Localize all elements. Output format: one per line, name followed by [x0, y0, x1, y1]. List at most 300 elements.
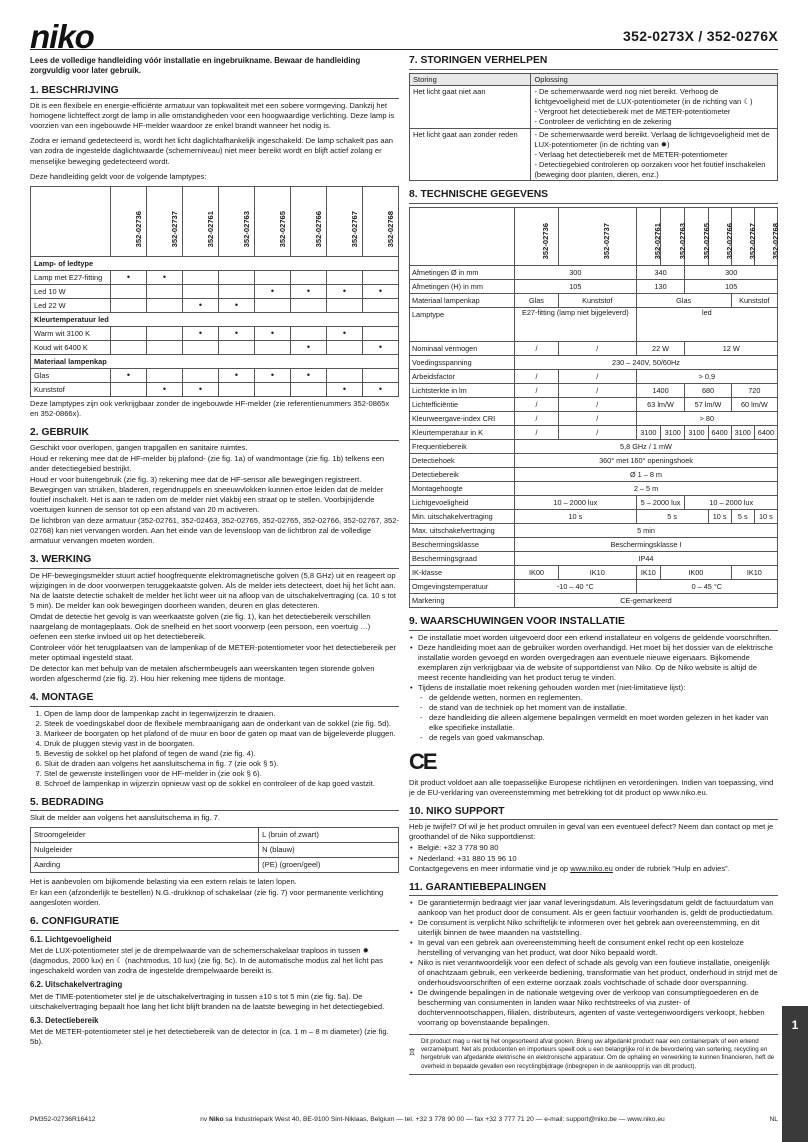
tech-row-label: Nominaal vermogen	[410, 342, 515, 356]
lamp-cell: •	[147, 382, 183, 396]
tech-cell: Glas	[636, 294, 731, 308]
tech-cell: Beschermingsklasse I	[515, 538, 778, 552]
phone-netherlands: • Nederland: +31 880 15 96 10	[418, 854, 778, 864]
lamp-cell	[363, 326, 399, 340]
tech-row	[410, 538, 778, 552]
lamp-cell	[147, 368, 183, 382]
s6-h3: 6.3. Detectiebereik	[30, 1015, 99, 1025]
lamp-cell	[183, 368, 219, 382]
lamp-cell: •	[219, 368, 255, 382]
lamp-row-label: Led 10 W	[31, 284, 111, 298]
tech-cell: led	[636, 308, 777, 342]
weee-notice	[409, 1034, 778, 1074]
tech-row	[410, 594, 778, 608]
warning-dash-item: - de geldende wetten, normen en reglementen.	[429, 693, 778, 703]
tech-cell: /	[515, 342, 559, 356]
tech-row	[410, 370, 778, 384]
tech-cell: 1400	[636, 384, 685, 398]
tech-cell: /	[558, 384, 636, 398]
troubleshoot-problem: Het licht gaat niet aan	[410, 86, 531, 129]
section-2-title: 2. GEBRUIK	[30, 426, 399, 442]
tech-row-label: Afmetingen (H) in mm	[410, 280, 515, 294]
lamp-cell	[219, 270, 255, 284]
warranty-item: • Niko is niet verantwoordelijk voor een defect of schade als gevolg van een foutieve installatie, oneigenlijk of onachtzaam gebruik, een verkeerde bediening, transformatie van het product, onderhoud in strijd met de onderhoudsvoorschriften of een externe oorzaak zoals vochtschade of schade door overspanning.	[418, 958, 778, 988]
lamp-cell	[147, 340, 183, 354]
tech-cell: 22 W	[636, 342, 685, 356]
lamp-subheader: Kleurtemperatuur led	[31, 312, 399, 326]
s1-p3: Deze handleiding geldt voor de volgende lamptypes:	[30, 171, 207, 181]
troubleshoot-line: - Detectiegebied controleren op oorzaken voor het foutief inschakelen (beweging door planten, dieren, enz.)	[534, 159, 766, 179]
s9-ce-text: Dit product voldoet aan alle toepasselijke Europese richtlijnen en verordeningen. Indien van toepassing, vind je de EU-verklaring van overeenstemming met betrekking tot dit product op www.niko.eu.	[409, 777, 774, 797]
lamptypes-table	[30, 186, 399, 397]
warranty-item: • In geval van een gebrek aan overeenstemming heeft de consument enkel recht op een kosteloze herstelling of vervanging van het product, wat door Niko bepaald wordt.	[418, 938, 778, 958]
tech-cell: Kunststof	[558, 294, 636, 308]
troubleshoot-row	[410, 86, 778, 129]
lamp-table-row	[31, 326, 399, 340]
tech-cell: /	[515, 384, 559, 398]
tech-col-header: 352-02768	[754, 208, 777, 266]
tech-row-label: Beschermingsgraad	[410, 552, 515, 566]
s1-p1: Dit is een flexibele en energie-efficiënte armatuur van topkwaliteit met een sobere vormgeving. Dankzij het homogene lichteffect zorgt de lamp in alle omstandigheden voor een hoogwaardige verlichting. Deze lamp is voorzien van een ingebouwde HF-melder waardoor ze enkel brandt wanneer het nodig is.	[30, 101, 395, 131]
lamp-cell	[111, 326, 147, 340]
tech-row-label: Beschermingsklasse	[410, 538, 515, 552]
tech-cell: 63 lm/W	[636, 398, 685, 412]
tech-cell: 10 s	[754, 510, 777, 524]
tech-col-header: 352-02761	[636, 208, 660, 266]
s3-p3: Controleer vóór het terugplaatsen van de lampenkap of de METER-potentiometer voor het detectiebereik per meter optimaal ingesteld staat.	[30, 642, 396, 662]
lamp-table-header	[31, 186, 399, 256]
s9-b2: • Deze handleiding moet aan de gebruiker worden overhandigd. Het moet bij het dossier van de elektrische installatie worden gevoegd en worden overgedragen aan eventuele nieuwe eigenaars. Bijkomende exemplaren zijn verkrijgbaar via de website of supportdienst van Niko. Op de Niko website is altijd de meest recente handleiding van het product terug te vinden.	[418, 643, 778, 683]
s10-phones	[418, 843, 778, 863]
lamp-col-header: 352-02737	[147, 186, 183, 256]
crossed-bin-icon	[409, 1038, 415, 1066]
troubleshoot-line: - De schemerwaarde werd nog niet bereikt. Verhoog de lichtgevoeligheid met de LUX-potentiometer (in de richting van ☾)	[534, 87, 753, 107]
troubleshoot-head-solution: Oplossing	[531, 73, 778, 86]
tech-table-header	[410, 208, 778, 266]
montage-step: 1. Open de lamp door de lampenkap zacht in tegenwijzerzin te draaien.	[44, 709, 399, 719]
tech-row	[410, 398, 778, 412]
lamp-table-corner	[31, 186, 111, 256]
tech-row-label: Arbeidsfactor	[410, 370, 515, 384]
warranty-item: • De consument is verplicht Niko schriftelijk te informeren over het gebrek aan overeenstemming, en dit uiterlijk binnen de twee maanden na vaststelling.	[418, 918, 778, 938]
lamp-col-header: 352-02763	[219, 186, 255, 256]
s2-p3: Houd er voor buitengebruik (zie fig. 3) rekening mee dat de HF-sensor alle bewegingen registreert. Bewegingen van struiken, bladeren, regendruppels en sneeuwvlokken kunnen ertoe leiden dat de melder foutief inschakelt. Het is aan te raden om de melder niet vlakbij een straat op te stellen. Voorbijrijdende voertuigen kunnen de sensor tot op een afstand van 20 m activeren.	[30, 475, 384, 515]
troubleshoot-row	[410, 129, 778, 181]
tech-row-label: Materiaal lampenkap	[410, 294, 515, 308]
lamp-cell: •	[363, 382, 399, 396]
lamp-cell: •	[327, 284, 363, 298]
s6-p2: Met de TIME-potentiometer stel je de uitschakelvertraging in tussen ±10 s tot 5 min (zie fig. 5a). De uitschakelvertraging bepaalt hoe lang het licht blijft branden na de laatste beweging in het detectiegebied.	[30, 991, 385, 1011]
lamp-cell: •	[219, 326, 255, 340]
tech-cell: /	[558, 412, 636, 426]
tech-cell: 2 – 5 m	[515, 482, 778, 496]
tech-row	[410, 280, 778, 294]
tech-cell: 230 – 240V, 50/60Hz	[515, 356, 778, 370]
tech-cell: IP44	[515, 552, 778, 566]
language-code: NL	[769, 1116, 778, 1123]
doc-code: PM352-02736R16412	[30, 1116, 96, 1123]
lamp-table-row	[31, 340, 399, 354]
tech-row	[410, 524, 778, 538]
tech-row-label: Max. uitschakelvertraging	[410, 524, 515, 538]
tech-cell: 10 – 2000 lux	[685, 496, 778, 510]
tech-row-label: Detectiebereik	[410, 468, 515, 482]
lamp-cell	[255, 382, 291, 396]
lamp-cell: •	[363, 340, 399, 354]
tech-cell: /	[515, 398, 559, 412]
lamp-cell: •	[147, 270, 183, 284]
wiring-color: (PE) (groen/geel)	[259, 858, 399, 873]
troubleshoot-solution	[531, 129, 778, 181]
montage-steps	[44, 709, 399, 789]
section-11-title: 11. GARANTIEBEPALINGEN	[409, 881, 778, 897]
tech-row-label: Lichtgevoeligheid	[410, 496, 515, 510]
tech-col-header: 352-02737	[558, 208, 636, 266]
intro-text: Lees de volledige handleiding vóór installatie en ingebruikname. Bewaar de handleiding zorgvuldig voor later gebruik.	[30, 56, 361, 76]
logo-text: niko	[30, 20, 94, 54]
tech-row	[410, 482, 778, 496]
tech-cell: /	[558, 370, 636, 384]
lamp-cell	[291, 298, 327, 312]
tech-col-header: 352-02765	[685, 208, 708, 266]
lamp-cell: •	[255, 326, 291, 340]
tech-cell: IK00	[661, 566, 732, 580]
tech-row-label: Detectiehoek	[410, 454, 515, 468]
lamp-table-row	[31, 256, 399, 270]
tech-cell: 680	[685, 384, 731, 398]
troubleshoot-solution	[531, 86, 778, 129]
tech-row-label: Montagehoogte	[410, 482, 515, 496]
tech-cell: 10 s	[515, 510, 637, 524]
lamp-row-label: Glas	[31, 368, 111, 382]
tech-cell: 130	[636, 280, 685, 294]
tech-row-label: Lichtsterkte in lm	[410, 384, 515, 398]
tech-row	[410, 580, 778, 594]
tech-col-header: 352-02766	[708, 208, 731, 266]
lamp-cell	[363, 298, 399, 312]
s2-p4: De lichtbron van deze armatuur (352-02761, 352-02463, 352-02765, 352-02765, 352-02766, 352-02767, 352-02768) kan niet vervangen worden. Aan het einde van de levensloop van de lichtbron zal de volledige armatuur vervangen moeten worden.	[30, 516, 399, 546]
tech-row-label: Kleurtemperatuur in K	[410, 426, 515, 440]
tech-cell: 340	[636, 266, 685, 280]
lamp-cell	[327, 340, 363, 354]
tech-cell: /	[558, 342, 636, 356]
tech-cell: 3100	[731, 426, 754, 440]
warning-dash-item: - deze handleiding die alleen algemene bepalingen vermeldt en moet worden gelezen in het kader van elke specifieke installatie.	[429, 713, 778, 733]
s3-p1: De HF-bewegingsmelder stuurt actief hoogfrequente elektromagnetische golven (5,8 GHz) uit en reageert op wijzigingen in de door voorwerpen teruggekaatste golven. Als de melder iets detecteert, doet hij het licht aan. Na de laatste detectie schakelt de melder het licht weer uit na afloop van de uitschakelvertraging (ca. 10 s tot 5 min). De melder kan ook bewegingen doorheen wanden, deuren en glas detecteren.	[30, 570, 396, 610]
tech-cell: 300	[515, 266, 637, 280]
lamp-col-header: 352-02736	[111, 186, 147, 256]
lamp-table-row	[31, 298, 399, 312]
tech-cell: > 0,9	[636, 370, 777, 384]
lamp-table-row	[31, 284, 399, 298]
tech-cell: 3100	[661, 426, 685, 440]
section-1-title: 1. BESCHRIJVING	[30, 84, 399, 100]
lamp-cell	[255, 270, 291, 284]
lamp-cell: •	[291, 340, 327, 354]
tech-col-header: 352-02767	[731, 208, 754, 266]
s1-p2: Zodra er iemand gedetecteerd is, wordt het licht daglichtafhankelijk ingeschakeld. De lamp schakelt pas aan van zodra de ingestelde daglichtwaarde (schemerniveau) niet meer bereikt wordt en blijft actief zolang er menselijke beweging gedetecteerd wordt.	[30, 136, 394, 166]
lamp-table-row	[31, 354, 399, 368]
lamp-cell	[183, 270, 219, 284]
wiring-row	[31, 858, 399, 873]
s5-p1: Sluit de melder aan volgens het aansluitschema in fig. 7.	[30, 813, 220, 823]
s5-p2: Het is aanbevolen om bijkomende belasting via een extern relais te laten lopen.	[30, 877, 297, 887]
wiring-conductor: Stroomgeleider	[31, 828, 259, 843]
lamp-table-row	[31, 312, 399, 326]
footer	[30, 1116, 778, 1125]
section-8-title: 8. TECHNISCHE GEGEVENS	[409, 188, 778, 204]
lamp-cell	[255, 298, 291, 312]
tech-row-label: Voedingsspanning	[410, 356, 515, 370]
tech-cell: 6400	[754, 426, 777, 440]
tech-row	[410, 294, 778, 308]
lamp-cell: •	[183, 298, 219, 312]
tech-cell: /	[515, 370, 559, 384]
niko-website-link[interactable]: www.niko.eu	[570, 863, 613, 873]
tech-cell: /	[558, 398, 636, 412]
lamp-cell	[291, 326, 327, 340]
section-5-title: 5. BEDRADING	[30, 796, 399, 812]
lamp-cell	[363, 368, 399, 382]
wiring-row	[31, 843, 399, 858]
lamp-cell	[111, 382, 147, 396]
wiring-conductor: Nulgeleider	[31, 843, 259, 858]
lamp-cell	[183, 340, 219, 354]
lamp-cell: •	[291, 284, 327, 298]
tech-row	[410, 510, 778, 524]
tech-table-corner	[410, 208, 515, 266]
tech-row	[410, 342, 778, 356]
lamp-cell	[363, 270, 399, 284]
lamp-row-label: Lamp met E27-fitting	[31, 270, 111, 284]
tech-row-label: Kleurweergave-index CRI	[410, 412, 515, 426]
technical-table	[409, 207, 778, 608]
lamp-cell: •	[183, 382, 219, 396]
tech-cell: > 80	[636, 412, 777, 426]
montage-step: 4. Druk de pluggen stevig vast in de boorgaten.	[44, 739, 399, 749]
tech-cell: CE-gemarkeerd	[515, 594, 778, 608]
lamp-cell	[291, 382, 327, 396]
s9-bullets	[418, 633, 778, 693]
tech-cell: Kunststof	[731, 294, 777, 308]
tech-row	[410, 426, 778, 440]
s9-dashes	[429, 693, 778, 743]
lamp-cell: •	[111, 368, 147, 382]
troubleshoot-line: - Verlaag het detectiebereik met de METER-potentiometer	[534, 149, 728, 159]
tech-row	[410, 468, 778, 482]
troubleshoot-line: - De schemerwaarde werd bereikt. Verlaag de lichtgevoeligheid met de LUX-potentiometer (in de richting van ✹)	[534, 130, 770, 149]
section-4-title: 4. MONTAGE	[30, 691, 399, 707]
lamp-cell: •	[219, 298, 255, 312]
montage-step: 8. Schroef de lampenkap in wijzerzin opnieuw vast op de sokkel en controleer of de kap goed vastzit.	[44, 779, 399, 789]
tech-cell: 0 – 45 °C	[636, 580, 777, 594]
tech-row	[410, 454, 778, 468]
tech-cell: /	[515, 426, 559, 440]
tech-row	[410, 384, 778, 398]
tech-cell: 300	[685, 266, 778, 280]
montage-step: 3. Markeer de boorgaten op het plafond of de muur en boor de gaten op maat van de bijgeleverde pluggen.	[44, 729, 399, 739]
montage-step: 5. Bevestig de sokkel op het plafond of tegen de wand (zie fig. 4).	[44, 749, 399, 759]
tech-row	[410, 440, 778, 454]
s6-h1: 6.1. Lichtgevoeligheid	[30, 935, 112, 945]
lamp-cell	[327, 298, 363, 312]
s6-p3: Met de METER-potentiometer stel je het detectiebereik van de detector in (ca. 1 m – 8 m diameter) (zie fig. 5b).	[30, 1026, 389, 1046]
right-column	[409, 50, 778, 1075]
lamp-cell: •	[255, 284, 291, 298]
lamp-table-row	[31, 368, 399, 382]
tech-row-label: Lichtefficiëntie	[410, 398, 515, 412]
lamp-subheader: Lamp- of ledtype	[31, 256, 399, 270]
ce-mark-icon: CE	[409, 748, 436, 774]
tech-cell: /	[515, 412, 559, 426]
lamp-row-label: Kunststof	[31, 382, 111, 396]
tech-cell: 60 lm/W	[731, 398, 777, 412]
section-9-title: 9. WAARSCHUWINGEN VOOR INSTALLATIE	[409, 615, 778, 631]
tech-row	[410, 552, 778, 566]
section-7-title: 7. STORINGEN VERHELPEN	[409, 54, 778, 70]
troubleshoot-table	[409, 73, 778, 182]
warning-dash-item: - de regels van goed vakmanschap.	[429, 733, 778, 743]
s5-p3: Er kan een (afzonderlijk te bestellen) N.G.-drukknop of schakelaar (zie fig. 7) voor permanente verlichting aangesloten worden.	[30, 888, 384, 908]
tech-row-label: IK-klasse	[410, 566, 515, 580]
tech-row-label: Frequentiebereik	[410, 440, 515, 454]
tech-cell: Ø 1 – 8 m	[515, 468, 778, 482]
tech-row-label: Omgevingstemperatuur	[410, 580, 515, 594]
lamp-cell	[327, 368, 363, 382]
lamp-subheader: Materiaal lampenkap	[31, 354, 399, 368]
tech-cell: 6400	[708, 426, 731, 440]
tech-cell: IK00	[515, 566, 559, 580]
lamp-cell	[183, 284, 219, 298]
lamp-cell: •	[183, 326, 219, 340]
lamp-cell	[111, 298, 147, 312]
tech-cell: 10 s	[708, 510, 731, 524]
troubleshoot-header	[410, 73, 778, 86]
page-number-tab: 1	[782, 1006, 808, 1142]
lamp-cell	[219, 284, 255, 298]
s1-p4: Deze lamptypes zijn ook verkrijgbaar zonder de ingebouwde HF-melder (zie referentienummers 352-0865x en 352-0866x).	[30, 398, 390, 418]
lamp-table-row	[31, 382, 399, 396]
tech-cell: IK10	[558, 566, 636, 580]
lamp-cell: •	[327, 326, 363, 340]
tech-row-label: Lamptype	[410, 308, 515, 342]
tech-cell: 12 W	[685, 342, 778, 356]
s3-p4: De detector kan met behulp van de metalen afschermbeugels aan weerskanten tegen storende golven worden afgeschermd (zie fig. 2). Hou hier rekening mee tijdens de montage.	[30, 664, 375, 684]
tech-cell: 10 – 2000 lux	[515, 496, 637, 510]
lamp-cell	[147, 326, 183, 340]
troubleshoot-line: - Vergroot het detectiebereik met de METER-potentiometer	[534, 107, 731, 117]
tech-row	[410, 412, 778, 426]
montage-step: 6. Sluit de draden aan volgens het aansluitschema in fig. 7 (zie ook § 5).	[44, 759, 399, 769]
s2-p2: Houd er rekening mee dat de HF-melder bij plafond- (zie fig. 1a) of wandmontage (zie fig. 1b) telkens een ander detectiegebied bestrijkt.	[30, 454, 385, 474]
tech-row	[410, 266, 778, 280]
wiring-conductor: Aarding	[31, 858, 259, 873]
lamp-cell	[255, 340, 291, 354]
lamp-row-label: Led 22 W	[31, 298, 111, 312]
tech-cell: 5 min	[515, 524, 778, 538]
product-numbers: 352-0273X / 352-0276X	[623, 28, 778, 44]
tech-cell: 360° met 160° openingshoek	[515, 454, 778, 468]
lamp-col-header: 352-02768	[363, 186, 399, 256]
wiring-row	[31, 828, 399, 843]
lamp-cell: •	[327, 382, 363, 396]
s6-p1: Met de LUX-potentiometer stel je de drempelwaarde van de schemerschakelaar traploos in tussen ✹ (dagmodus, 2000 lux) en ☾ (nachtmodus, 10 lux) (zie fig. 5c). In de automatische modus zal het licht pas ingeschakeld worden van zodra de ingestelde drempelwaarde bereikt is.	[30, 946, 383, 976]
lamp-cell	[291, 270, 327, 284]
lamp-cell	[147, 284, 183, 298]
lamp-row-label: Koud wit 6400 K	[31, 340, 111, 354]
company-info: nv Niko sa Industriepark West 40, BE-9100 Sint-Niklaas, Belgium — tel. +32 3 778 90 00 — fax +32 3 777 71 20 — e-mail: support@niko.be — www.niko.eu	[200, 1116, 665, 1123]
lamp-cell: •	[255, 368, 291, 382]
tech-col-header: 352-02763	[661, 208, 685, 266]
lamp-cell: •	[111, 270, 147, 284]
tech-row	[410, 566, 778, 580]
s9-b1: • De installatie moet worden uitgevoerd door een erkend installateur en volgens de geldende voorschriften.	[418, 633, 778, 643]
lamp-cell: •	[363, 284, 399, 298]
lamp-cell	[219, 382, 255, 396]
warranty-item: • De dwingende bepalingen in de nationale wetgeving over de verkoop van consumptiegoederen en de bescherming van consumenten in landen waar Niko rechtstreeks of via zuster- of dochtervennootschappen, filialen, distributeurs, agenten of vaste vertegenwoordigers verkoopt, hebben voorrang op bovenstaande bepalingen.	[418, 988, 778, 1028]
phone-belgium: • België: +32 3 778 90 80	[418, 843, 778, 853]
tech-cell: 5 s	[636, 510, 708, 524]
troubleshoot-problem: Het licht gaat aan zonder reden	[410, 129, 531, 181]
tech-row	[410, 496, 778, 510]
lamp-cell: •	[291, 368, 327, 382]
lamp-col-header: 352-02765	[255, 186, 291, 256]
troubleshoot-head-problem: Storing	[410, 73, 531, 86]
tech-row	[410, 356, 778, 370]
lamp-table-row	[31, 270, 399, 284]
lamp-cell	[111, 340, 147, 354]
warning-dash-item: - de stand van de techniek op het moment van de installatie.	[429, 703, 778, 713]
tech-cell: -10 – 40 °C	[515, 580, 637, 594]
s11-bullets	[418, 898, 778, 1028]
lamp-cell	[327, 270, 363, 284]
lamp-cell	[111, 284, 147, 298]
weee-text: Dit product mag u niet bij het ongesorteerd afval gooien. Breng uw afgedankt product naar een containerpark of een erkend verzamelpunt. Net als producenten en importeurs speelt ook u een belangrijke rol in de bevordering van sortering, recycling en hergebruik van afgedankte elektrische en elektronische apparatuur. Om de ophaling en verwerking te kunnen financieren, heft de overheid in bepaalde gevallen een recyclingbijdrage (inbegrepen in de aankoopprijs van dit product).	[420, 1038, 775, 1070]
tech-cell: 5,8 GHz / 1 mW	[515, 440, 778, 454]
lamp-cell	[147, 298, 183, 312]
tech-cell: 57 lm/W	[685, 398, 731, 412]
s6-h2: 6.2. Uitschakelvertraging	[30, 980, 123, 990]
s3-p2: Omdat de detectie het gevolg is van weerkaatste golven (zie fig. 1), kan het detectiebereik verschillen naargelang de montageplaats. Ook de snelheid en het soort voorwerp (een persoon, een voertuig …) oefenen een sterke invloed uit op het detectiebereik.	[30, 611, 371, 641]
lamp-row-label: Warm wit 3100 K	[31, 326, 111, 340]
s10-p2: Contactgegevens en meer informatie vind je op www.niko.eu onder de rubriek “Hulp en advies”.	[409, 863, 730, 873]
troubleshoot-line: - Controleer de verlichting en de zekering	[534, 117, 672, 127]
lamp-col-header: 352-02761	[183, 186, 219, 256]
wiring-color: L (bruin of zwart)	[259, 828, 399, 843]
tech-cell: 3100	[685, 426, 708, 440]
s10-p1: Heb je twijfel? Of wil je het product omruilen in geval van een eventueel defect? Neem dan contact op met je groothandel of de Niko supportdienst:	[409, 822, 774, 842]
tech-row-label: Afmetingen Ø in mm	[410, 266, 515, 280]
tech-cell: E27-fitting (lamp niet bijgeleverd)	[515, 308, 637, 342]
tech-cell: Glas	[515, 294, 559, 308]
lamp-cell	[219, 340, 255, 354]
section-10-title: 10. NIKO SUPPORT	[409, 805, 778, 821]
montage-step: 7. Stel de gewenste instellingen voor de HF-melder in (zie ook § 6).	[44, 769, 399, 779]
tech-cell: IK10	[731, 566, 777, 580]
tech-col-header: 352-02736	[515, 208, 559, 266]
wiring-color: N (blauw)	[259, 843, 399, 858]
s2-p1: Geschikt voor overlopen, gangen trapgallen en sanitaire ruimtes.	[30, 443, 248, 453]
tech-cell: 105	[515, 280, 637, 294]
left-column	[30, 54, 399, 1048]
tech-cell: 105	[685, 280, 778, 294]
section-6-title: 6. CONFIGURATIE	[30, 915, 399, 931]
tech-cell: 5 – 2000 lux	[636, 496, 685, 510]
tech-cell: 5 s	[731, 510, 754, 524]
tech-cell: /	[558, 426, 636, 440]
tech-cell: 3100	[636, 426, 660, 440]
warranty-item: • De garantietermijn bedraagt vier jaar vanaf leveringsdatum. Als leveringsdatum geldt de factuurdatum van aankoop van het product door de consument. Als er geen factuur voorhanden is, geldt de productiedatum.	[418, 898, 778, 918]
